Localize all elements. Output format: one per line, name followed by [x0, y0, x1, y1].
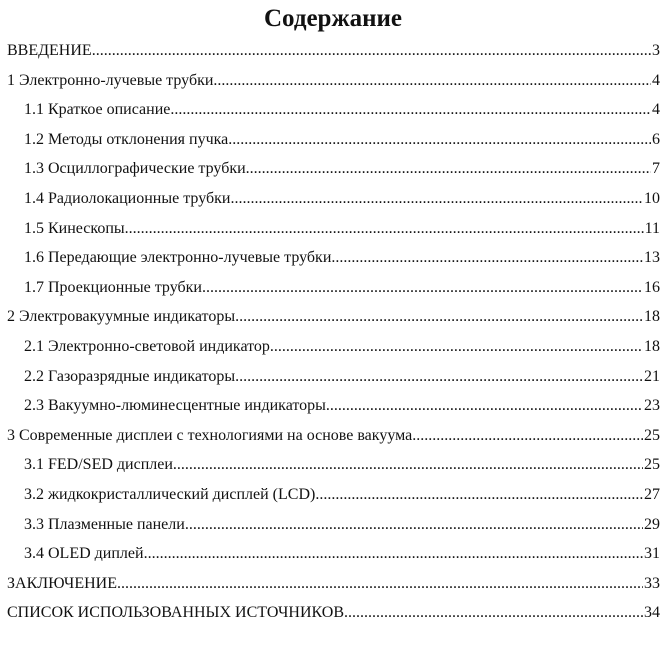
toc-dot-leader — [117, 569, 643, 599]
toc-section-entry[interactable] — [0, 598, 660, 628]
toc-entry-title: ЗАКЛЮЧЕНИЕ — [7, 574, 117, 592]
toc-subsection-entry[interactable] — [0, 243, 660, 273]
toc-entry-title: 1.4 Радиолокационные трубки — [24, 189, 231, 207]
toc-dot-leader — [92, 36, 651, 66]
toc-dot-leader — [246, 154, 651, 184]
toc-subsection-entry[interactable] — [0, 273, 660, 303]
toc-subsection-entry[interactable] — [0, 362, 660, 392]
toc-dot-leader — [185, 510, 643, 540]
toc-dot-leader — [344, 598, 643, 628]
toc-page-number: 16 — [644, 278, 660, 296]
toc-subsection-entry[interactable] — [0, 184, 660, 214]
toc-entry-title: 3.2 жидкокристаллический дисплей (LCD) — [24, 485, 316, 503]
toc-subsection-entry[interactable] — [0, 154, 660, 184]
toc-section-entry[interactable] — [0, 66, 660, 96]
toc-dot-leader — [235, 362, 643, 392]
toc-dot-leader — [270, 332, 643, 362]
toc-page-number: 18 — [644, 337, 660, 355]
toc-entry-title: 3 Современные дисплеи с технологиями на основе вакуума — [7, 426, 413, 444]
toc-entry-title: 2.3 Вакуумно-люминесцентные индикаторы — [24, 397, 326, 415]
toc-list — [0, 36, 660, 628]
toc-entry-title: 3.1 FED/SED дисплеи — [24, 456, 173, 474]
toc-entry-title: ВВЕДЕНИЕ — [7, 42, 92, 59]
toc-page-number: 33 — [644, 574, 660, 592]
toc-page-number: 6 — [652, 130, 660, 148]
toc-section-entry[interactable] — [0, 36, 660, 66]
toc-page-number: 25 — [644, 456, 660, 474]
toc-entry-title: 3.4 OLED диплей — [24, 545, 144, 563]
toc-section-entry[interactable] — [0, 569, 660, 599]
toc-subsection-entry[interactable] — [0, 391, 660, 421]
toc-dot-leader — [315, 480, 643, 510]
toc-page-number: 23 — [644, 397, 660, 415]
toc-page-number: 13 — [644, 249, 660, 267]
toc-dot-leader — [144, 539, 643, 569]
toc-entry-title: 1.3 Осциллографические трубки — [24, 160, 246, 178]
toc-entry-title: 1 Электронно-лучевые трубки — [7, 71, 214, 89]
toc-page-number: 34 — [644, 604, 660, 622]
toc-page-number: 7 — [652, 160, 660, 178]
toc-dot-leader — [170, 95, 651, 125]
toc-subsection-entry[interactable] — [0, 125, 660, 155]
toc-page-number: 31 — [644, 545, 660, 563]
toc-dot-leader — [228, 125, 651, 155]
toc-entry-title: 1.6 Передающие электронно-лучевые трубки — [24, 249, 332, 267]
toc-subsection-entry[interactable] — [0, 214, 660, 244]
toc-entry-title: 2.1 Электронно-световой индикатор — [24, 337, 270, 355]
toc-page-number: 27 — [644, 485, 660, 503]
toc-entry-title: 2 Электровакуумные индикаторы — [7, 308, 236, 326]
toc-dot-leader — [230, 184, 643, 214]
toc-subsection-entry[interactable] — [0, 95, 660, 125]
toc-dot-leader — [202, 273, 643, 303]
toc-section-entry[interactable] — [0, 421, 660, 451]
toc-page-number: 25 — [644, 426, 660, 444]
toc-section-entry[interactable] — [0, 302, 660, 332]
toc-subsection-entry[interactable] — [0, 450, 660, 480]
toc-entry-title: 1.5 Кинескопы — [24, 219, 125, 237]
toc-subsection-entry[interactable] — [0, 539, 660, 569]
toc-page-number: 18 — [644, 308, 660, 326]
toc-entry-title: 1.1 Краткое описание — [24, 101, 171, 119]
toc-page-number: 10 — [644, 189, 660, 207]
toc-dot-leader — [173, 450, 643, 480]
toc-dot-leader — [235, 302, 643, 332]
toc-entry-title: 3.3 Плазменные панели — [24, 515, 185, 533]
toc-subsection-entry[interactable] — [0, 510, 660, 540]
toc-page-number: 11 — [644, 219, 660, 237]
toc-entry-title: 1.7 Проекционные трубки — [24, 278, 202, 296]
toc-subsection-entry[interactable] — [0, 480, 660, 510]
toc-dot-leader — [213, 66, 651, 96]
toc-entry-title: СПИСОК ИСПОЛЬЗОВАННЫХ ИСТОЧНИКОВ — [7, 604, 345, 622]
toc-page-number: 4 — [652, 71, 660, 89]
toc-page-number: 4 — [652, 101, 660, 119]
toc-page-number: 29 — [644, 515, 660, 533]
toc-dot-leader — [412, 421, 643, 451]
toc-dot-leader — [331, 243, 643, 273]
toc-page-number: 21 — [644, 367, 660, 385]
toc-dot-leader — [326, 391, 643, 421]
toc-page-number: 3 — [652, 42, 660, 59]
toc-entry-title: 2.2 Газоразрядные индикаторы — [24, 367, 236, 385]
toc-subsection-entry[interactable] — [0, 332, 660, 362]
toc-dot-leader — [125, 214, 644, 244]
toc-entry-title: 1.2 Методы отклонения пучка — [24, 130, 229, 148]
toc-title: Содержание — [263, 5, 402, 32]
